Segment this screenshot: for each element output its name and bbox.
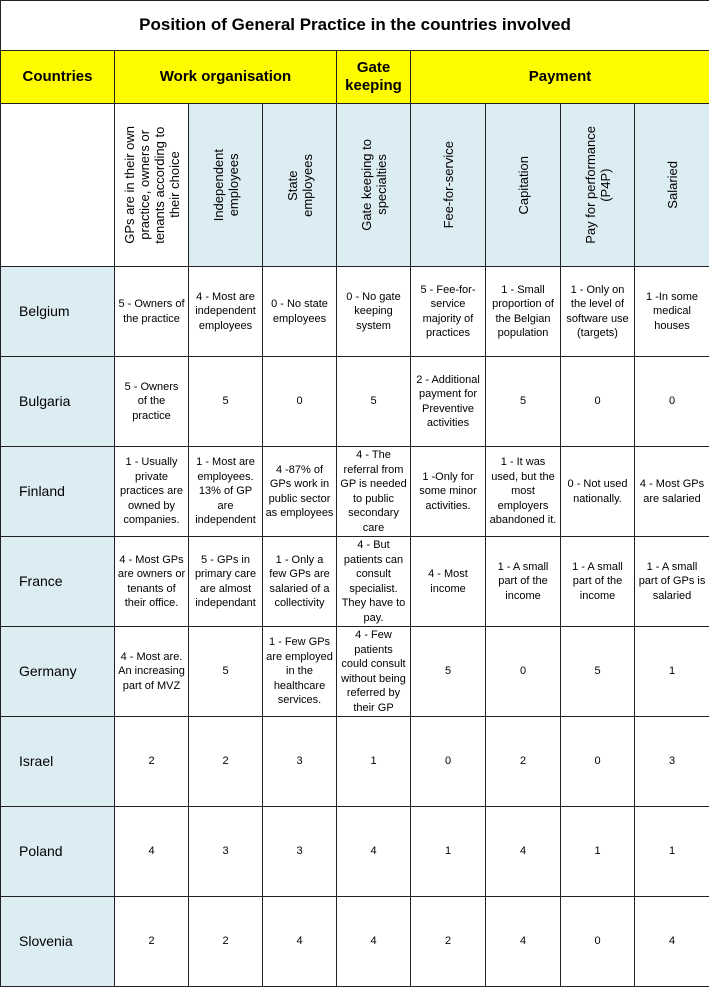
subheader-own-practice — [115, 104, 189, 267]
table-cell: 4 — [263, 897, 337, 987]
table-cell: 4 — [115, 807, 189, 897]
table-cell: 5 - Owners of the practice — [115, 357, 189, 447]
table-cell: 0 — [561, 717, 635, 807]
table-cell: 4 — [635, 897, 709, 987]
header-work-organisation: Work organisation — [115, 51, 337, 104]
table-cell: 5 - GPs in primary care are almost independant — [189, 537, 263, 627]
subheader-label: Independent employees — [210, 148, 241, 222]
table-row — [1, 897, 709, 987]
subheader-label: Salaried — [664, 161, 680, 209]
country-cell: Germany — [1, 627, 115, 717]
table-cell: 2 — [189, 717, 263, 807]
header-gate-keeping: Gate keeping — [337, 51, 411, 104]
table-cell: 4 - Most GPs are owners or tenants of their office. — [115, 537, 189, 627]
table-cell: 4 — [486, 807, 561, 897]
table-cell: 1 - Only on the level of software use (targets) — [561, 267, 635, 357]
table-cell: 3 — [189, 807, 263, 897]
table-cell: 5 — [337, 357, 411, 447]
country-cell: Finland — [1, 447, 115, 537]
table-row — [1, 447, 709, 537]
country-cell: France — [1, 537, 115, 627]
subheader-label: State employees — [284, 153, 315, 217]
table-cell: 5 — [486, 357, 561, 447]
subheader-independent-employees — [189, 104, 263, 267]
table-cell: 2 — [486, 717, 561, 807]
table-row — [1, 717, 709, 807]
table-cell: 4 - But patients can consult specialist. They have to pay. — [337, 537, 411, 627]
table-cell: 5 — [561, 627, 635, 717]
table-cell: 2 — [115, 717, 189, 807]
header-countries: Countries — [1, 51, 115, 104]
table-cell: 1 - It was used, but the most employers abandoned it. — [486, 447, 561, 537]
table-cell: 1 — [337, 717, 411, 807]
table-row — [1, 627, 709, 717]
table-cell: 0 — [561, 897, 635, 987]
subheader-fee-for-service — [411, 104, 486, 267]
subheader-capitation — [486, 104, 561, 267]
table-cell: 2 — [115, 897, 189, 987]
table-cell: 1 — [561, 807, 635, 897]
subheader-salaried — [635, 104, 709, 267]
table-cell: 0 — [263, 357, 337, 447]
table-cell: 1 — [411, 807, 486, 897]
table-cell: 1 -In some medical houses — [635, 267, 709, 357]
country-cell: Israel — [1, 717, 115, 807]
table-cell: 5 - Fee-for- service majority of practices — [411, 267, 486, 357]
header-payment: Payment — [411, 51, 709, 104]
table-cell: 3 — [635, 717, 709, 807]
table-cell: 4 - Most GPs are salaried — [635, 447, 709, 537]
table-cell: 0 — [561, 357, 635, 447]
table-cell: 4 - The referral from GP is needed to public secondary care — [337, 447, 411, 537]
table-cell: 0 — [411, 717, 486, 807]
table-cell: 0 — [486, 627, 561, 717]
table-cell: 4 -87% of GPs work in public sector as employees — [263, 447, 337, 537]
table-cell: 0 - No state employees — [263, 267, 337, 357]
table-cell: 5 — [189, 627, 263, 717]
table-cell: 0 — [635, 357, 709, 447]
subheader-label: Pay for performance (P4P) — [582, 126, 613, 244]
table-cell: 4 - Most are independent employees — [189, 267, 263, 357]
table-cell: 5 — [411, 627, 486, 717]
table-cell: 2 — [189, 897, 263, 987]
table-row — [1, 357, 709, 447]
table-cell: 1 - A small part of the income — [561, 537, 635, 627]
country-cell: Belgium — [1, 267, 115, 357]
table-row — [1, 807, 709, 897]
table-row — [1, 267, 709, 357]
subheader-gate-keeping — [337, 104, 411, 267]
table-cell: 4 — [337, 807, 411, 897]
table-cell: 1 — [635, 627, 709, 717]
table-cell: 1 — [635, 807, 709, 897]
table-cell: 4 - Few patients could consult without being referred by their GP — [337, 627, 411, 717]
table-cell: 5 - Owners of the practice — [115, 267, 189, 357]
table-cell: 1 - Only a few GPs are salaried of a collectivity — [263, 537, 337, 627]
table-cell: 4 — [337, 897, 411, 987]
table-title: Position of General Practice in the countries involved — [1, 1, 709, 51]
table-cell: 2 — [411, 897, 486, 987]
subheader-label: Fee-for-service — [440, 141, 456, 229]
table-cell: 5 — [189, 357, 263, 447]
table-cell: 1 -Only for some minor activities. — [411, 447, 486, 537]
country-cell: Bulgaria — [1, 357, 115, 447]
subheader-label: GPs are in their own practice, owners or tenants according to their choice — [121, 126, 182, 244]
table-cell: 3 — [263, 717, 337, 807]
table-cell: 1 - Small proportion of the Belgian population — [486, 267, 561, 357]
table-cell: 1 - Usually private practices are owned by companies. — [115, 447, 189, 537]
table-cell: 0 - No gate keeping system — [337, 267, 411, 357]
subheader-label: Capitation — [515, 155, 531, 215]
table-cell: 4 — [486, 897, 561, 987]
table-cell: 1 - A small part of the income — [486, 537, 561, 627]
subheader-empty — [1, 104, 115, 267]
table-cell: 1 - Most are employees. 13% of GP are independent — [189, 447, 263, 537]
subheader-state-employees — [263, 104, 337, 267]
subheader-label: Gate keeping to specialties — [358, 139, 389, 231]
table-cell: 4 - Most income — [411, 537, 486, 627]
table-cell: 1 - A small part of GPs is salaried — [635, 537, 709, 627]
country-cell: Slovenia — [1, 897, 115, 987]
table-cell: 3 — [263, 807, 337, 897]
table-cell: 1 - Few GPs are employed in the healthcare services. — [263, 627, 337, 717]
subheader-p4p — [561, 104, 635, 267]
table-cell: 4 - Most are. An increasing part of MVZ — [115, 627, 189, 717]
country-cell: Poland — [1, 807, 115, 897]
table-cell: 2 - Additional payment for Preventive activities — [411, 357, 486, 447]
table-cell: 0 - Not used nationally. — [561, 447, 635, 537]
table-row — [1, 537, 709, 627]
